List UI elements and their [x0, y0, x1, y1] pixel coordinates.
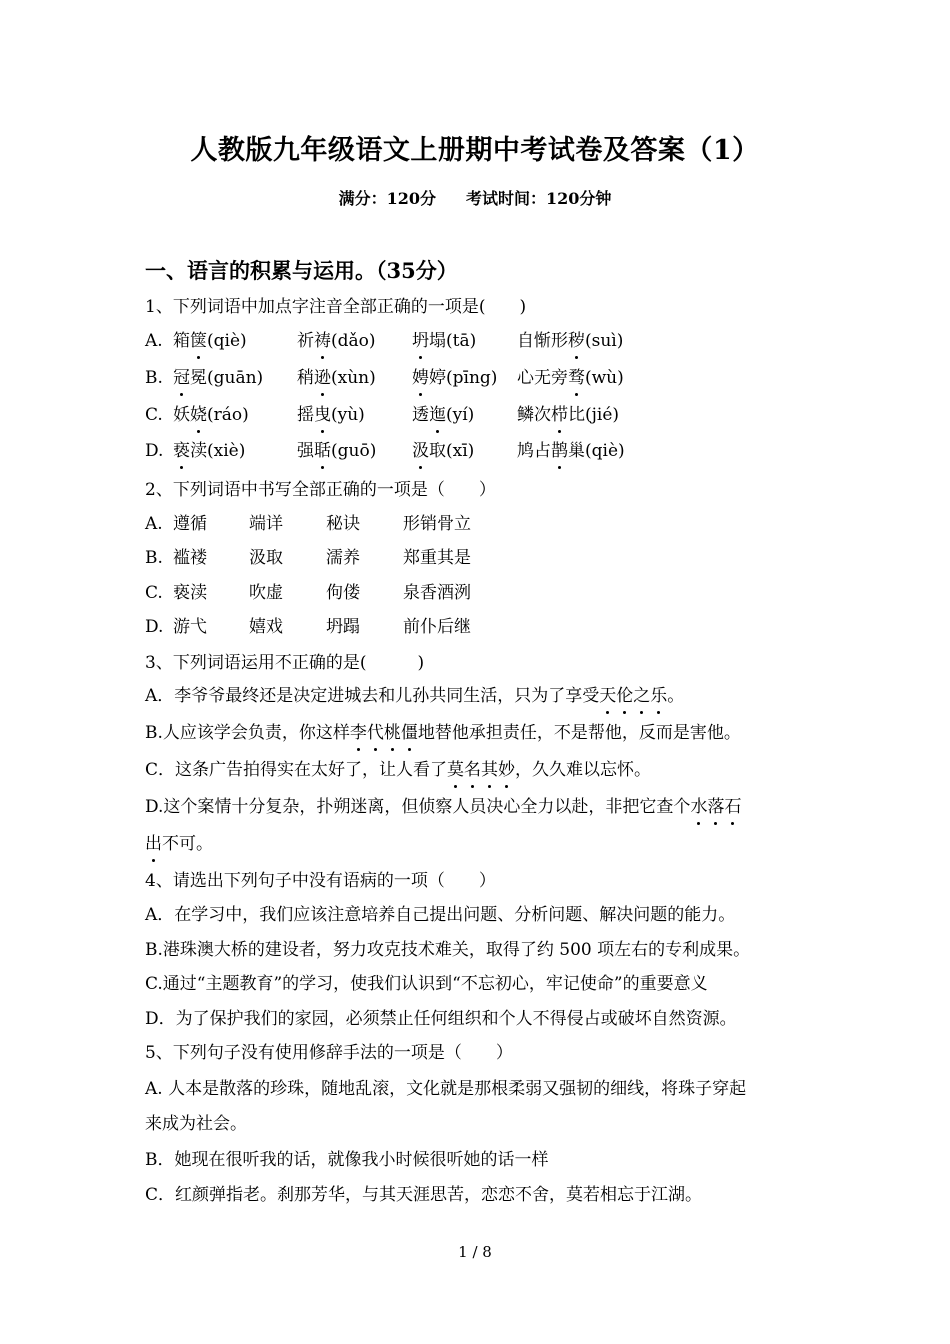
- option-word: 嬉戏: [249, 617, 283, 637]
- dotted-char: 栉: [551, 405, 568, 425]
- q1-option-row: [145, 403, 620, 427]
- option-word: [412, 439, 474, 463]
- page-number: 1 / 8: [458, 1243, 492, 1261]
- pinyin-text: (ráo): [207, 405, 249, 425]
- dotted-char: 冠: [173, 368, 190, 388]
- word-text: 箱: [173, 331, 190, 351]
- dotted-char: 代: [366, 723, 384, 743]
- option-label: B.: [145, 548, 163, 568]
- exam-info: [0, 186, 950, 209]
- pinyin-text: (yù): [331, 405, 365, 425]
- option-word: [517, 329, 623, 353]
- option-word: 秘诀: [326, 514, 360, 534]
- dotted-char: 落: [707, 797, 725, 817]
- sentence-text: 。: [667, 686, 685, 706]
- pinyin-text: 塌(tā): [429, 331, 477, 351]
- sentence-text: B.人应该学会负责，你这样: [145, 723, 350, 743]
- q1-stem: 1、下列词语中加点字注音全部正确的一项是( ): [145, 297, 527, 317]
- option-word: [297, 366, 376, 390]
- q5-option-a-cont: 来成为社会。: [145, 1114, 247, 1134]
- dotted-char: 祷: [314, 331, 331, 351]
- option-label: C.: [145, 583, 163, 603]
- word-text: 祈: [297, 331, 314, 351]
- pinyin-text: (suì): [585, 331, 624, 351]
- q1-option-row: [145, 329, 624, 353]
- option-word: [412, 403, 474, 427]
- pinyin-text: 取(xī): [429, 441, 475, 461]
- option-word: [173, 366, 263, 390]
- word-text: 鸠占: [517, 441, 551, 461]
- q3-option-c: [145, 758, 651, 782]
- q4-stem: 4、请选出下列句子中没有语病的一项（ ）: [145, 871, 496, 891]
- q3-option-d: [145, 795, 741, 819]
- exam-time: 考试时间：120分钟: [466, 189, 612, 208]
- dotted-char: 水: [690, 797, 708, 817]
- dotted-char: 曳: [314, 405, 331, 425]
- section-heading: 一、语言的积累与运用。（35分）: [145, 258, 458, 283]
- pinyin-text: (wù): [585, 368, 624, 388]
- option-word: [412, 329, 476, 353]
- pinyin-text: (yí): [446, 405, 475, 425]
- q3-stem: 3、下列词语运用不正确的是( ): [145, 653, 425, 673]
- option-word: 佝偻: [326, 583, 360, 603]
- dotted-char: 娉: [412, 368, 429, 388]
- sentence-text: C．这条广告拍得实在太好了，让人看了: [145, 760, 448, 780]
- q3-option-b: [145, 721, 741, 745]
- q2-option-row: [145, 546, 471, 570]
- pinyin-text: 婷(pīng): [429, 368, 498, 388]
- option-word: [297, 329, 376, 353]
- option-word: [517, 403, 619, 427]
- dotted-char: 坍: [412, 331, 429, 351]
- dotted-char: 乐: [650, 686, 668, 706]
- sentence-text: ，久久难以忘怀。: [515, 760, 652, 780]
- q4-option-a: A．在学习中，我们应该注意培养自己提出问题、分析问题、解决问题的能力。: [145, 905, 736, 925]
- dotted-char: 天: [599, 686, 617, 706]
- q2-option-row: [145, 512, 471, 536]
- option-word: [173, 403, 249, 427]
- option-word: [173, 439, 245, 463]
- option-word: [173, 329, 247, 353]
- dotted-char: 莫: [447, 760, 465, 780]
- q2-option-row: [145, 581, 471, 605]
- dotted-char: 逊: [314, 368, 331, 388]
- pinyin-text: 渎(xiè): [190, 441, 246, 461]
- dotted-char: 娆: [190, 405, 207, 425]
- dotted-char: 亵: [173, 441, 190, 461]
- dotted-char: 石: [724, 797, 742, 817]
- option-word: [297, 439, 376, 463]
- option-word: 泉香酒洌: [403, 583, 471, 603]
- dotted-char: 汲: [412, 441, 429, 461]
- word-text: 自惭形: [517, 331, 568, 351]
- word-text: 心无旁: [517, 368, 568, 388]
- option-word: 汲取: [249, 548, 283, 568]
- q3-option-a: [145, 684, 684, 708]
- pinyin-text: (xùn): [331, 368, 376, 388]
- q3-option-d-cont: [145, 832, 213, 856]
- full-score: 满分：120分: [338, 189, 436, 208]
- option-word: 濡养: [326, 548, 360, 568]
- page-title: 人教版九年级语文上册期中考试卷及答案（1）: [190, 135, 760, 166]
- dotted-char: 其: [481, 760, 499, 780]
- dotted-char: 鹊: [551, 441, 568, 461]
- q4-option-b: B.港珠澳大桥的建设者，努力攻克技术难关，取得了约 500 项左右的专利成果。: [145, 940, 751, 960]
- option-label: B.: [145, 368, 163, 388]
- dotted-char: 迤: [429, 405, 446, 425]
- dotted-char: 出: [145, 834, 162, 854]
- option-label: D.: [145, 441, 164, 461]
- sentence-text: A．李爷爷最终还是决定进城去和儿孙共同生活，只为了享受: [145, 686, 600, 706]
- word-text: 鳞次: [517, 405, 551, 425]
- option-label: A.: [145, 514, 163, 534]
- option-word: 郑重其是: [403, 548, 471, 568]
- option-word: 褴褛: [173, 548, 207, 568]
- q5-option-c: C．红颜弹指老。刹那芳华，与其天涯思苦，恋恋不舍，莫若相忘于江湖。: [145, 1185, 703, 1205]
- option-label: D.: [145, 617, 164, 637]
- pinyin-text: (qiè): [207, 331, 247, 351]
- pinyin-text: (guō): [331, 441, 377, 461]
- option-word: 前仆后继: [403, 617, 471, 637]
- sentence-text: 不可。: [162, 834, 213, 854]
- pinyin-text: 比(jié): [568, 405, 620, 425]
- option-word: [517, 366, 624, 390]
- option-word: 亵渎: [173, 583, 207, 603]
- q2-option-row: [145, 615, 471, 639]
- pinyin-text: (dǎo): [331, 331, 376, 351]
- pinyin-text: 巢(qiè): [568, 441, 625, 461]
- sentence-text: 地替他承担责任，不是帮他，反而是害他。: [417, 723, 741, 743]
- dotted-char: 名: [464, 760, 482, 780]
- q5-option-a: A. 人本是散落的珍珠，随地乱滚，文化就是那根柔弱又强韧的细线，将珠子穿起: [145, 1079, 747, 1099]
- word-text: 妖: [173, 405, 190, 425]
- q4-option-c: C.通过“主题教育”的学习，使我们认识到“不忘初心，牢记使命”的重要意义: [145, 974, 708, 994]
- q1-option-row: [145, 439, 625, 463]
- option-word: 游弋: [173, 617, 207, 637]
- dotted-char: 之: [633, 686, 651, 706]
- option-word: [412, 366, 497, 390]
- option-word: 坍蹋: [326, 617, 360, 637]
- dotted-char: 桃: [383, 723, 401, 743]
- dotted-char: 僵: [400, 723, 418, 743]
- word-text: 稍: [297, 368, 314, 388]
- option-label: C.: [145, 405, 163, 425]
- dotted-char: 李: [349, 723, 367, 743]
- q2-stem: 2、下列词语中书写全部正确的一项是（ ）: [145, 480, 496, 500]
- dotted-char: 聒: [314, 441, 331, 461]
- option-word: 吹虚: [249, 583, 283, 603]
- pinyin-text: 冕(guān): [190, 368, 264, 388]
- dotted-char: 伦: [616, 686, 634, 706]
- dotted-char: 箧: [190, 331, 207, 351]
- option-word: [297, 403, 365, 427]
- option-word: 端详: [249, 514, 283, 534]
- q5-option-b: B．她现在很听我的话，就像我小时候很听她的话一样: [145, 1150, 549, 1170]
- q5-stem: 5、下列句子没有使用修辞手法的一项是（ ）: [145, 1043, 513, 1063]
- sentence-text: D.这个案情十分复杂，扑朔迷离，但侦察人员决心全力以赴，非把它查个: [145, 797, 691, 817]
- q4-option-d: D．为了保护我们的家园，必须禁止任何组织和个人不得侵占或破坏自然资源。: [145, 1009, 737, 1029]
- dotted-char: 妙: [498, 760, 516, 780]
- option-word: [517, 439, 625, 463]
- dotted-char: 秽: [568, 331, 585, 351]
- option-label: A.: [145, 331, 163, 351]
- option-word: 形销骨立: [403, 514, 471, 534]
- word-text: 摇: [297, 405, 314, 425]
- q1-option-row: [145, 366, 624, 390]
- word-text: 透: [412, 405, 429, 425]
- word-text: 强: [297, 441, 314, 461]
- dotted-char: 骛: [568, 368, 585, 388]
- option-word: 遵循: [173, 514, 207, 534]
